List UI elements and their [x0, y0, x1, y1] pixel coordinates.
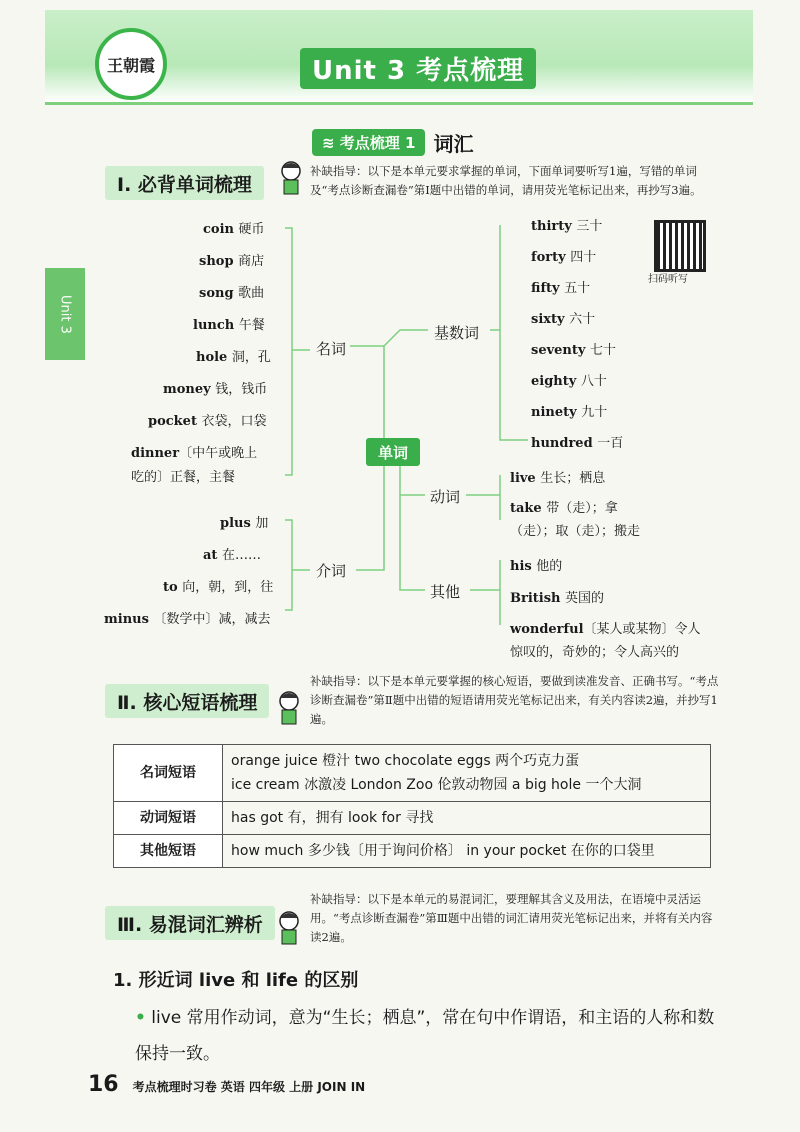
other-his: his 他的: [510, 559, 563, 574]
noun-song: song 歌曲: [199, 286, 265, 301]
prep-plus: plus 加: [220, 516, 269, 531]
other-wonderful: wonderful〔某人或某物〕令人: [510, 622, 701, 637]
part2-heading: Ⅱ. 核心短语梳理: [105, 684, 269, 718]
noun-pocket: pocket 衣袋，口袋: [148, 414, 267, 429]
table-row: [114, 835, 711, 868]
label-noun: 名词: [316, 340, 347, 358]
num-seventy: seventy 七十: [531, 343, 616, 358]
label-prep: 介词: [316, 562, 347, 580]
verb-take: take 带（走）；拿: [510, 501, 618, 516]
page-footer: [88, 1072, 365, 1097]
verb-take-cont: （走）；取（走）；搬走: [510, 524, 641, 539]
label-other: 其他: [430, 583, 461, 601]
table-cell-key: 其他短语: [114, 835, 223, 868]
num-thirty: thirty 三十: [531, 219, 603, 234]
num-eighty: eighty 八十: [531, 374, 607, 389]
prep-to: to 向，朝，到，往: [163, 580, 274, 595]
noun-hole: hole 洞，孔: [196, 350, 271, 365]
table-cell-value: how much 多少钱〔用于询问价格〕 in your pocket 在你的口袋里: [223, 835, 711, 868]
subsection-title: 1. 形近词 live 和 life 的区别: [113, 970, 359, 991]
num-fifty: fifty 五十: [531, 281, 591, 296]
table-cell-value: orange juice 橙汁 two chocolate eggs 两个巧克力蛋 ice cream 冰激凌 London Zoo 伦敦动物园 a big hole 一个大洞: [223, 745, 711, 802]
table-row: [114, 745, 711, 802]
other-wonderful-cont: 惊叹的，奇妙的；令人高兴的: [510, 645, 680, 660]
footer-text: 考点梳理时习卷 英语 四年级 上册 JOIN IN: [132, 1080, 366, 1094]
label-number: 基数词: [434, 324, 480, 342]
part1-heading: Ⅰ. 必背单词梳理: [105, 166, 264, 200]
num-hundred: hundred 一百: [531, 436, 624, 451]
part3-tip: 补缺指导：以下是本单元的易混词汇，要理解其含义及用法，在语境中灵活运用。“考点诊断查漏卷”第Ⅲ题中出错的词汇请用荧光笔标记出来，并将有关内容读2遍。: [310, 892, 713, 944]
part3-heading: Ⅲ. 易混词汇辨析: [105, 906, 275, 940]
num-ninety: ninety 九十: [531, 405, 608, 420]
unit-title: Unit 3 考点梳理: [300, 48, 536, 89]
noun-shop: shop 商店: [199, 254, 265, 269]
body-paragraph: [135, 1000, 725, 1072]
prep-minus: minus 〔数学中〕减，减去: [104, 612, 271, 627]
page-number: 16: [88, 1072, 119, 1097]
noun-coin: coin 硬币: [203, 222, 265, 237]
kid-mascot-icon: [274, 690, 304, 726]
noun-lunch: lunch 午餐: [193, 318, 265, 333]
table-cell-key: 名词短语: [114, 745, 223, 802]
section-word: 词汇: [433, 132, 474, 156]
mindmap-center: 单词: [366, 438, 420, 466]
noun-dinner-cont: 吃的〕正餐，主餐: [131, 470, 236, 485]
kid-mascot-icon: [274, 910, 304, 946]
noun-dinner: dinner〔中午或晚上: [131, 446, 258, 461]
num-sixty: sixty 六十: [531, 312, 596, 327]
noun-money: money 钱，钱币: [163, 382, 268, 397]
qr-code-icon[interactable]: [654, 220, 706, 272]
verb-live: live 生长；栖息: [510, 471, 606, 486]
num-forty: forty 四十: [531, 250, 597, 265]
part1-tip: 补缺指导：以下是本单元要求掌握的单词，下面单词要听写1遍，写错的单词及“考点诊断查漏卷”第Ⅰ题中出错的单词，请用荧光笔标记出来，再抄写3遍。: [310, 164, 702, 197]
other-british: British 英国的: [510, 591, 605, 606]
label-verb: 动词: [430, 488, 461, 506]
body-text: live 常用作动词，意为“生长；栖息”，常在句中作谓语，和主语的人称和数保持一致。: [135, 1008, 715, 1064]
table-cell-value: has got 有，拥有 look for 寻找: [223, 802, 711, 835]
side-tab: Unit 3: [45, 268, 85, 360]
section-badge: ≋ 考点梳理 1: [312, 129, 425, 156]
part2-tip: 补缺指导：以下是本单元要掌握的核心短语，要做到读准发音、正确书写。“考点诊断查漏卷”第Ⅱ题中出错的短语请用荧光笔标记出来，有关内容读2遍，并抄写1遍。: [310, 674, 719, 726]
phrase-table: [113, 744, 711, 868]
qr-caption: 扫码听写: [648, 274, 688, 285]
bullet-icon: •: [135, 1008, 146, 1028]
table-cell-key: 动词短语: [114, 802, 223, 835]
table-row: [114, 802, 711, 835]
logo-text: 王朝霞: [106, 55, 155, 75]
prep-at: at 在……: [203, 548, 261, 563]
